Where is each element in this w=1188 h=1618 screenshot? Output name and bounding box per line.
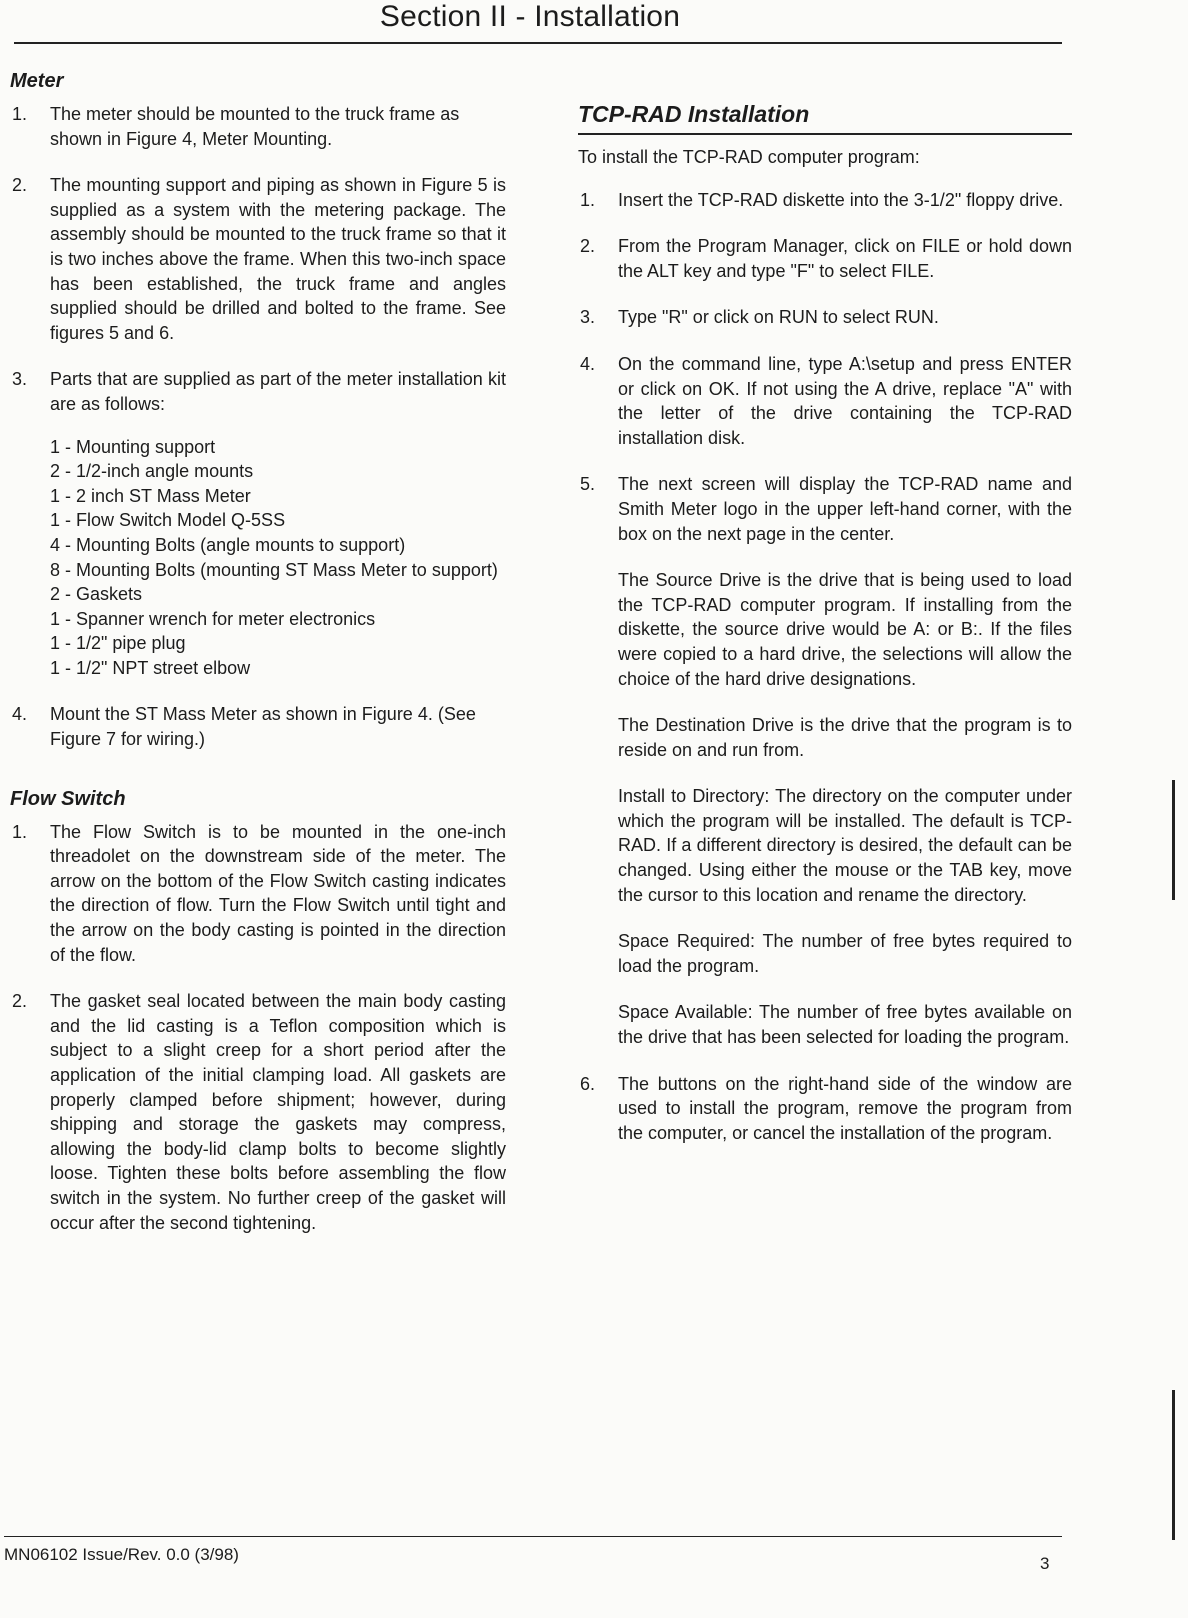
header-divider <box>14 42 1062 44</box>
install-step-5 <box>578 472 1072 1049</box>
item-number: 4. <box>12 704 28 725</box>
install-directory-text: Install to Directory: The directory on the computer under which the program will be installed. The default is TCP-RAD. If a different directory is desired, the default can be changed. Using either the mouse or the TAB key, move the cursor to this location and rename the directory. <box>618 786 1072 905</box>
install-step-3 <box>578 305 1072 330</box>
list-item: 1 - 1/2" NPT street elbow <box>50 657 251 678</box>
item-text: On the command line, type A:\setup and press ENTER or click on OK. If not using the A drive, replace "A" with the letter of the drive containing the TCP-RAD installation disk. <box>618 353 1072 448</box>
flow-switch-item-2 <box>10 989 506 1235</box>
item-number: 2. <box>12 991 28 1012</box>
list-item: 2 - Gaskets <box>50 584 143 605</box>
install-step-6 <box>578 1072 1072 1146</box>
install-step-4 <box>578 352 1072 450</box>
item-number: 1. <box>580 189 596 210</box>
space-required-text: Space Required: The number of free bytes required to load the program. <box>618 931 1072 976</box>
list-item: 1 - Mounting support <box>50 436 216 457</box>
meter-item-3 <box>10 367 506 680</box>
item-text: The next screen will display the TCP-RAD name and Smith Meter logo in the upper left-hand corner, with the box on the next page in the center. <box>618 474 1072 544</box>
list-item: 1 - Spanner wrench for meter electronics <box>50 608 376 629</box>
document-id: MN06102 Issue/Rev. 0.0 (3/98) <box>4 1545 239 1564</box>
right-column <box>578 100 1072 1167</box>
destination-drive-text: The Destination Drive is the drive that the program is to reside on and run from. <box>618 715 1072 760</box>
space-available-text: Space Available: The number of free bytes available on the drive that has been selected for loading the program. <box>618 1002 1072 1048</box>
item-text: Type "R" or click on RUN to select RUN. <box>618 307 939 328</box>
list-item: 2 - 1/2-inch angle mounts <box>50 461 254 482</box>
flow-switch-heading: Flow Switch <box>10 787 126 810</box>
install-step-1 <box>578 188 1072 213</box>
tcp-rad-heading: TCP-RAD Installation <box>578 101 810 127</box>
section-divider <box>578 133 1072 135</box>
item-number: 4. <box>580 353 596 374</box>
meter-item-1 <box>10 102 506 151</box>
parts-list <box>50 435 506 681</box>
item-text: Mount the ST Mass Meter as shown in Figure 4. (See Figure 7 for wiring.) <box>50 704 476 750</box>
list-item: 1 - 2 inch ST Mass Meter <box>50 485 251 506</box>
item-number: 6. <box>580 1073 596 1094</box>
item-text: The gasket seal located between the main body casting and the lid casting is a Teflon composition which is subject to a slight creep for a short period after the application of the initial clamping load. All gaskets are properly clamped before shipment; however, during shipping and storage the gaskets may compress, allowing the body-lid clamp bolts to become slightly loose. Tighten these bolts before assembling the flow switch in the system. No further creep of the gasket will occur after the second tightening. <box>50 991 506 1233</box>
list-item: 8 - Mounting Bolts (mounting ST Mass Meter to support) <box>50 559 498 580</box>
footer-divider <box>4 1536 1062 1537</box>
item-text: The buttons on the right-hand side of the window are used to install the program, remove the program from the computer, or cancel the installation of the program. <box>618 1073 1072 1143</box>
page-number: 3 <box>1040 1554 1050 1573</box>
item-text: The mounting support and piping as shown in Figure 5 is supplied as a system with the metering package. The assembly should be mounted to the truck frame so that it is two inches above the frame. When this two-inch space has been established, the truck frame and angles supplied should be drilled and bolted to the frame. See figures 5 and 6. <box>50 175 506 343</box>
item-number: 2. <box>580 236 596 257</box>
item-text: The Flow Switch is to be mounted in the one-inch threadolet on the downstream side of the meter. The arrow on the bottom of the Flow Switch casting indicates the direction of flow. Turn the Flow Switch until tight and the arrow on the body casting is pointed in the direction of the flow. <box>50 821 506 965</box>
meter-item-2 <box>10 173 506 345</box>
scan-edge-mark <box>1172 1390 1175 1540</box>
page-title: Section II - Installation <box>379 0 681 33</box>
item-text: From the Program Manager, click on FILE or hold down the ALT key and type "F" to select FILE. <box>618 236 1072 281</box>
item-number: 2. <box>12 175 28 196</box>
scan-edge-mark <box>1172 780 1175 900</box>
meter-heading: Meter <box>10 70 64 92</box>
install-step-2 <box>578 234 1072 283</box>
item-number: 1. <box>12 821 28 842</box>
meter-item-4 <box>10 702 506 751</box>
item-number: 3. <box>12 369 28 390</box>
list-item: 1 - Flow Switch Model Q-5SS <box>50 510 286 531</box>
flow-switch-item-1 <box>10 820 506 968</box>
left-column <box>10 68 506 1257</box>
list-item: 1 - 1/2" pipe plug <box>50 633 186 654</box>
list-item: 4 - Mounting Bolts (angle mounts to support) <box>50 534 406 555</box>
intro-text: To install the TCP-RAD computer program: <box>578 147 920 167</box>
item-text: Insert the TCP-RAD diskette into the 3-1/2" floppy drive. <box>618 189 1064 210</box>
source-drive-text: The Source Drive is the drive that is being used to load the TCP-RAD computer program. If installing from the diskette, the source drive would be A: or B:. If the files were copied to a hard drive, the selections will allow the choice of the hard drive designations. <box>618 570 1072 689</box>
item-text: Parts that are supplied as part of the meter installation kit are as follows: <box>50 369 506 414</box>
item-number: 5. <box>580 474 596 495</box>
item-number: 1. <box>12 104 28 124</box>
item-number: 3. <box>580 307 596 328</box>
item-text: The meter should be mounted to the truck frame as shown in Figure 4, Meter Mounting. <box>50 104 460 149</box>
